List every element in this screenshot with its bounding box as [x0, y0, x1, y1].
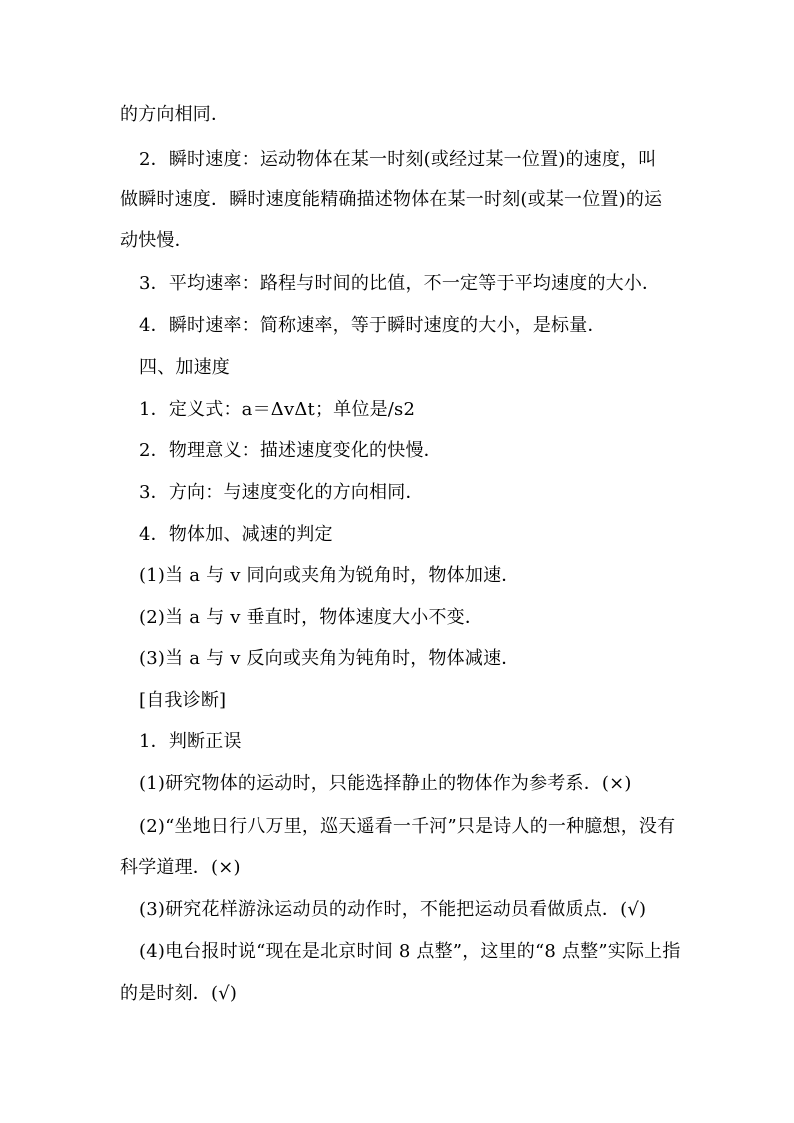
text-line: (3)研究花样游泳运动员的动作时，不能把运动员看做质点．(√) — [139, 899, 647, 920]
text-line: 4．瞬时速率：简称速率，等于瞬时速度的大小，是标量． — [139, 315, 606, 336]
text-line: (2)“坐地日行八万里，巡天遥看一千河”只是诗人的一种臆想，没有 — [139, 816, 676, 837]
text-line: 4．物体加、减速的判定 — [139, 524, 333, 545]
text-line: 的是时刻．(√) — [120, 983, 238, 1004]
text-line: 2．瞬时速度：运动物体在某一时刻(或经过某一位置)的速度，叫 — [139, 149, 657, 170]
text-line: 3．方向：与速度变化的方向相同． — [139, 482, 424, 503]
text-line: 2．物理意义：描述速度变化的快慢． — [139, 440, 442, 461]
text-line: 3．平均速率：路程与时间的比值，不一定等于平均速度的大小． — [139, 273, 661, 294]
text-line: 1．判断正误 — [139, 731, 242, 752]
section-heading: [自我诊断] — [139, 690, 227, 711]
text-line: 科学道理．(×) — [120, 857, 241, 878]
text-line: (1)研究物体的运动时，只能选择静止的物体作为参考系．(×) — [139, 773, 632, 794]
section-heading: 四、加速度 — [139, 357, 230, 378]
text-line: 的方向相同． — [120, 104, 230, 125]
text-line: (1)当 a 与 v 同向或夹角为锐角时，物体加速． — [139, 565, 520, 586]
text-line: 动快慢． — [120, 230, 193, 251]
text-line: (2)当 a 与 v 垂直时，物体速度大小不变． — [139, 607, 484, 628]
text-line: 1．定义式：a＝ΔvΔt；单位是/s2 — [139, 399, 416, 420]
text-line: (4)电台报时说“现在是北京时间 8 点整”，这里的“8 点整”实际上指 — [139, 941, 681, 962]
text-line: (3)当 a 与 v 反向或夹角为钝角时，物体减速． — [139, 648, 520, 669]
text-line: 做瞬时速度．瞬时速度能精确描述物体在某一时刻(或某一位置)的运 — [120, 189, 663, 210]
